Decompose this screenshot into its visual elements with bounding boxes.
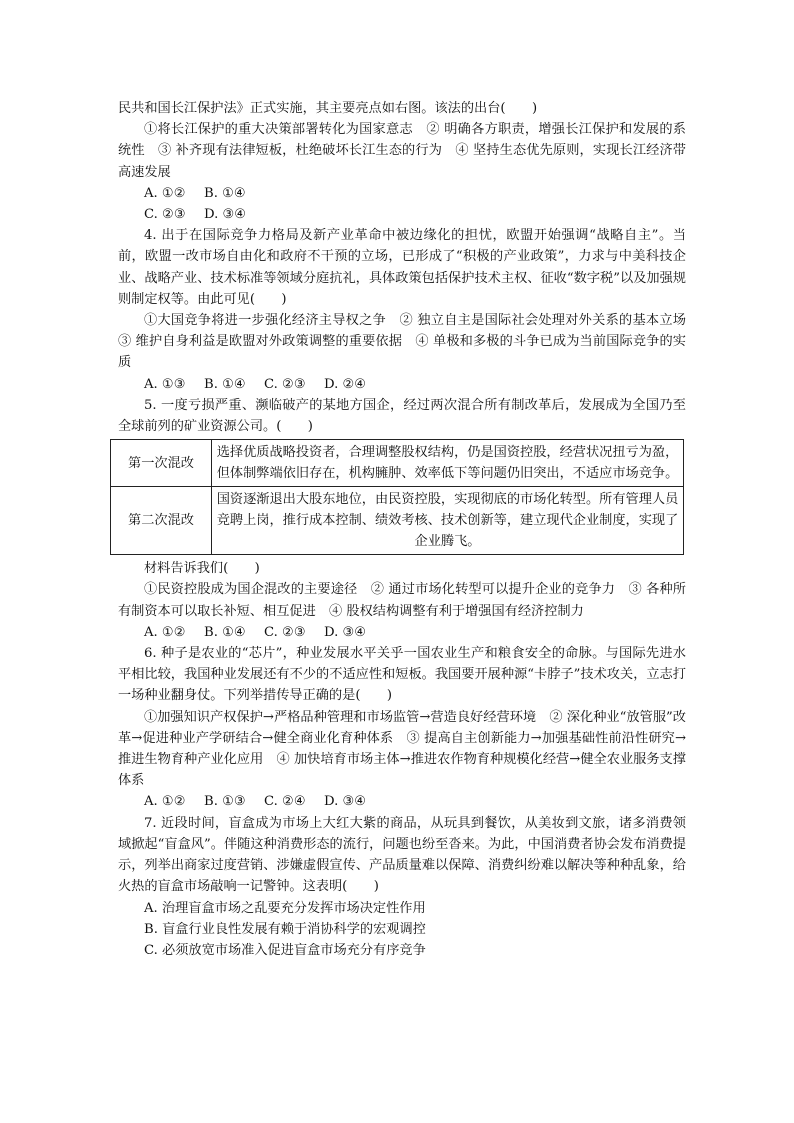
q4-stem: 4. 出于在国际竞争力格局及新产业革命中被边缘化的担忧，欧盟开始强调“战略自主”。当前，欧盟一改市场自由化和政府不干预的立场，已形成了“积极的产业政策”，力求与中美科技企业、战略产业、技术标准等领域分庭抗礼，具体政策包括保护技术主权、征收“数字税”以及加强规则制定权等。由此可见( ) xyxy=(118,228,686,307)
q6-option-a[interactable]: A. ①② xyxy=(144,794,186,810)
q3-option-b[interactable]: B. ①④ xyxy=(204,185,246,201)
q4-statements: ①大国竞争将进一步强化经济主导权之争 ② 独立自主是国际社会处理对外关系的基本立场 ③ 维护自身利益是欧盟对外政策调整的重要依据 ④ 单极和多极的斗争已成为当前国际竞争的实质 xyxy=(118,313,700,371)
q5-option-b[interactable]: B. ①④ xyxy=(204,624,246,640)
q4-options xyxy=(118,374,686,395)
table-row-label: 第二次混改 xyxy=(111,487,212,555)
q3-options-row1 xyxy=(118,183,686,204)
q3-options-row2 xyxy=(118,204,686,225)
table-row-text: 选择优质战略投资者，合理调整股权结构，仍是国资控股，经营状况扭亏为盈，但体制弊端依旧存在，机构臃肿、效率低下等问题仍旧突出，不适应市场竞争。 xyxy=(212,440,684,487)
q5-option-d[interactable]: D. ③④ xyxy=(324,624,367,640)
q6-option-c[interactable]: C. ②④ xyxy=(264,794,306,810)
q3-statements: ①将长江保护的重大决策部署转化为国家意志 ② 明确各方职责，增强长江保护和发展的系统性 ③ 补齐现有法律短板，杜绝破坏长江生态的行为 ④ 坚持生态优先原则，实现长江经济带高速发展 xyxy=(118,122,686,180)
q7-stem: 7. 近段时间，盲盒成为市场上大红大紫的商品，从玩具到餐饮，从美妆到文旅，诸多消费领域掀起“盲盒风”。伴随这种消费形态的流行，问题也纷至沓来。为此，中国消费者协会发布消费提示，列举出商家过度营销、涉嫌虚假宣传、产品质量难以保障、消费纠纷难以解决等种种乱象，给火热的盲盒市场敲响一记警钟。这表明( ) xyxy=(118,815,686,895)
q4-option-b[interactable]: B. ①④ xyxy=(204,376,246,392)
q6-stem: 6. 种子是农业的“芯片”，种业发展水平关乎一国农业生产和粮食安全的命脉。与国际先进水平相比较，我国种业发展还有不少的不适应性和短板。我国要开展种源“卡脖子”技术攻关，立志打一场种业翻身仗。下列举措传导正确的是( ) xyxy=(118,646,686,704)
table-row-label: 第一次混改 xyxy=(111,440,212,487)
q7-option-c[interactable]: C. 必须放宽市场准入促进盲盒市场充分有序竞争 xyxy=(144,942,426,958)
q6-options xyxy=(118,791,686,812)
q6-statements: ①加强知识产权保护→严格品种管理和市场监管→营造良好经营环境 ② 深化种业“放管服”改革→促进种业产学研结合→健全商业化育种体系 ③ 提高自主创新能力→加强基础性前沿性研究→推进生物育种产业化应用 ④ 加快培育市场主体→推进农作物育种规模化经营→健全农业服务支撑体系 xyxy=(118,709,686,789)
q5-options xyxy=(118,622,686,643)
q5-stem: 5. 一度亏损严重、濒临破产的某地方国企，经过两次混合所有制改革后，发展成为全国乃至全球前列的矿业资源公司。( ) xyxy=(118,397,686,435)
table-row-text: 国资逐渐退出大股东地位，由民资控股，实现彻底的市场化转型。所有管理人员竞聘上岗，推行成本控制、绩效考核、技术创新等，建立现代企业制度，实现了企业腾飞。 xyxy=(212,487,684,555)
q3-option-d[interactable]: D. ③④ xyxy=(204,207,247,223)
q6-option-b[interactable]: B. ①③ xyxy=(204,794,246,810)
exam-page xyxy=(118,98,700,961)
q4-option-a[interactable]: A. ①③ xyxy=(144,376,186,392)
q7-option-a[interactable]: A. 治理盲盒市场之乱要充分发挥市场决定性作用 xyxy=(144,900,426,916)
q6-option-d[interactable]: D. ③④ xyxy=(324,794,367,810)
q3-option-a[interactable]: A. ①② xyxy=(144,185,186,201)
q4-option-d[interactable]: D. ②④ xyxy=(324,376,367,392)
q5-statements: ①民资控股成为国企混改的主要途径 ② 通过市场化转型可以提升企业的竞争力 ③ 各种所有制资本可以取长补短、相互促进 ④ 股权结构调整有利于增强国有经济控制力 xyxy=(118,582,686,619)
q5-question: 材料告诉我们( ) xyxy=(144,561,260,577)
q3-option-c[interactable]: C. ②③ xyxy=(144,207,186,223)
q4-option-c[interactable]: C. ②③ xyxy=(264,376,306,392)
q3-stem: 民共和国长江保护法》正式实施，其主要亮点如右图。该法的出台( ) xyxy=(118,101,538,116)
q5-reform-table xyxy=(110,439,684,555)
table-row xyxy=(111,440,684,487)
q5-option-a[interactable]: A. ①② xyxy=(144,624,186,640)
q5-option-c[interactable]: C. ②③ xyxy=(264,624,306,640)
table-row xyxy=(111,487,684,555)
q7-option-b[interactable]: B. 盲盒行业良性发展有赖于消协科学的宏观调控 xyxy=(144,921,426,937)
